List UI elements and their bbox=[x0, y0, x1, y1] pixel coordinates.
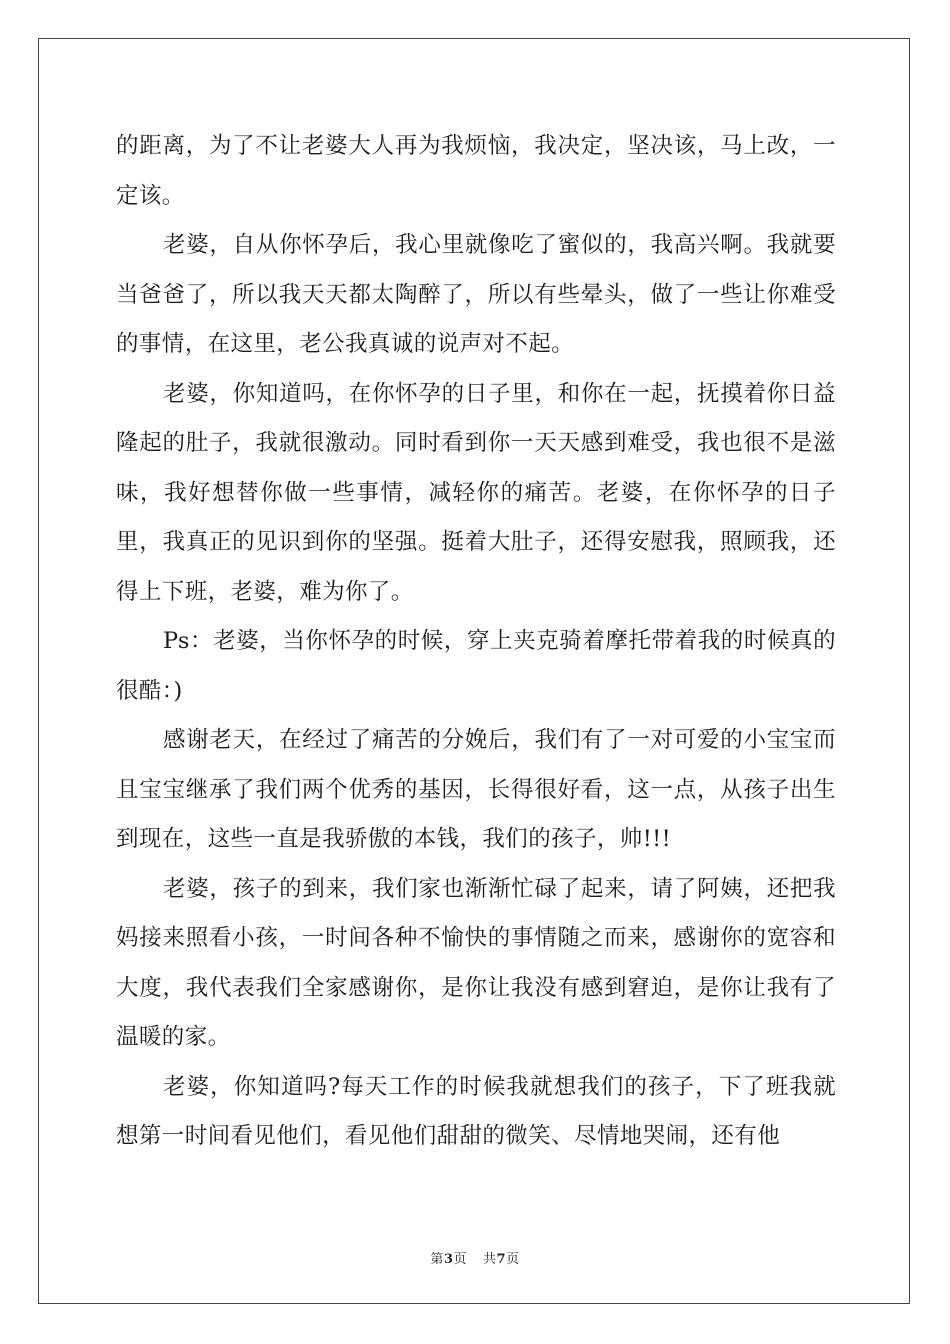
paragraph-2: 老婆，自从你怀孕后，我心里就像吃了蜜似的，我高兴啊。我就要当爸爸了，所以我天天都太陶醉了，所以有些晕头，做了一些让你难受的事情，在这里，老公我真诚的说声对不起。 bbox=[116, 232, 836, 357]
page-number-prefix: 第 bbox=[430, 1252, 444, 1267]
paragraph-5: 感谢老天，在经过了痛苦的分娩后，我们有了一对可爱的小宝宝而且宝宝继承了我们两个优秀的基因，长得很好看，这一点，从孩子出生到现在，这些一直是我骄傲的本钱，我们的孩子，帅!!! bbox=[116, 727, 836, 852]
document-body bbox=[116, 122, 836, 1162]
page-total-prefix: 共 bbox=[483, 1252, 497, 1267]
page-footer bbox=[0, 1248, 950, 1267]
paragraph-1: 的距离，为了不让老婆大人再为我烦恼，我决定，坚决该，马上改，一定该。 bbox=[116, 133, 836, 209]
paragraph-6: 老婆，孩子的到来，我们家也渐渐忙碌了起来，请了阿姨，还把我妈接来照看小孩，一时间各种不愉快的事情随之而来，感谢你的宽容和大度，我代表我们全家感谢你，是你让我没有感到窘迫，是你让我有了温暖的家。 bbox=[116, 875, 836, 1050]
page-number-current: 3 bbox=[443, 1252, 454, 1267]
page-total: 7 bbox=[496, 1252, 507, 1267]
paragraph-3: 老婆，你知道吗，在你怀孕的日子里，和你在一起，抚摸着你日益隆起的肚子，我就很激动。同时看到你一天天感到难受，我也很不是滋味，我好想替你做一些事情，减轻你的痛苦。老婆，在你怀孕的日子里，我真正的见识到你的坚强。挺着大肚子，还得安慰我，照顾我，还得上下班，老婆，难为你了。 bbox=[116, 380, 836, 605]
page-number-suffix: 页 bbox=[453, 1252, 467, 1267]
paragraph-4: Ps：老婆，当你怀孕的时候，穿上夹克骑着摩托带着我的时候真的很酷：) bbox=[116, 628, 836, 704]
page-total-suffix: 页 bbox=[506, 1252, 520, 1267]
paragraph-7: 老婆，你知道吗?每天工作的时候我就想我们的孩子，下了班我就想第一时间看见他们，看见他们甜甜的微笑、尽情地哭闹，还有他 bbox=[116, 1073, 836, 1149]
